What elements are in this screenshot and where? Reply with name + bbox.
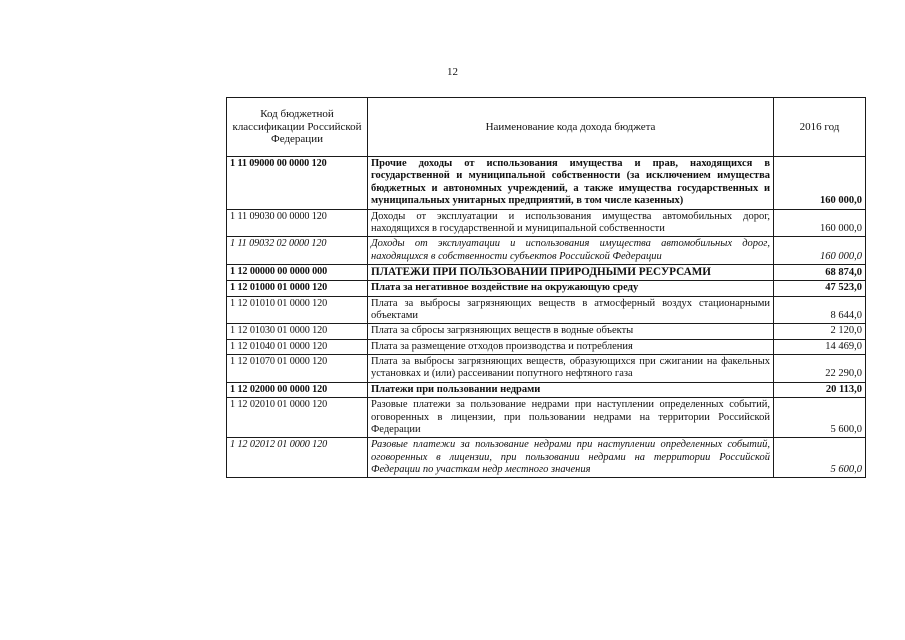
row-name-cell: Плата за выбросы загрязняющих веществ, образующихся при сжигании на факельных установках и (или) рассеивании попутного нефтяного газа	[368, 355, 774, 383]
row-name-cell: Доходы от эксплуатации и использования имущества автомобильных дорог, находящихся в государственной и муниципальной собственности	[368, 209, 774, 237]
row-amount-cell: 160 000,0	[774, 209, 866, 237]
header-code: Код бюджетной классификации Российской Федерации	[227, 98, 368, 157]
row-amount-cell: 160 000,0	[774, 157, 866, 210]
row-amount-cell: 22 290,0	[774, 355, 866, 383]
row-name-cell: Плата за размещение отходов производства и потребления	[368, 339, 774, 354]
row-code-cell: 1 12 02010 01 0000 120	[227, 398, 368, 438]
row-name-cell: Плата за негативное воздействие на окружающую среду	[368, 281, 774, 296]
row-name-cell: ПЛАТЕЖИ ПРИ ПОЛЬЗОВАНИИ ПРИРОДНЫМИ РЕСУРСАМИ	[368, 265, 774, 281]
row-code-cell: 1 11 09000 00 0000 120	[227, 157, 368, 210]
table-header-row	[227, 98, 866, 157]
table-row	[227, 398, 866, 438]
table-row	[227, 355, 866, 383]
header-name: Наименование кода дохода бюджета	[368, 98, 774, 157]
row-amount-cell: 47 523,0	[774, 281, 866, 296]
row-name-cell: Доходы от эксплуатации и использования имущества автомобильных дорог, находящихся в собственности субъектов Российской Федерации	[368, 237, 774, 265]
page-number: 12	[447, 66, 458, 78]
row-amount-cell: 2 120,0	[774, 324, 866, 339]
row-name-cell: Разовые платежи за пользование недрами при наступлении определенных событий, оговоренных в лицензии, при пользовании недрами на территории Российской Федерации по участкам недр местного значения	[368, 438, 774, 478]
row-code-cell: 1 12 01010 01 0000 120	[227, 296, 368, 324]
table-row	[227, 324, 866, 339]
row-name-cell: Плата за выбросы загрязняющих веществ в атмосферный воздух стационарными объектами	[368, 296, 774, 324]
row-code-cell: 1 12 02012 01 0000 120	[227, 438, 368, 478]
row-code-cell: 1 12 00000 00 0000 000	[227, 265, 368, 281]
header-year: 2016 год	[774, 98, 866, 157]
table-row	[227, 237, 866, 265]
row-amount-cell: 14 469,0	[774, 339, 866, 354]
table-row	[227, 209, 866, 237]
row-amount-cell: 68 874,0	[774, 265, 866, 281]
table-row	[227, 438, 866, 478]
row-code-cell: 1 12 01000 01 0000 120	[227, 281, 368, 296]
table-row	[227, 265, 866, 281]
row-name-cell: Разовые платежи за пользование недрами при наступлении определенных событий, оговоренных в лицензии, при пользовании недрами на территории Российской Федерации	[368, 398, 774, 438]
table-row	[227, 296, 866, 324]
row-code-cell: 1 12 01070 01 0000 120	[227, 355, 368, 383]
row-amount-cell: 5 600,0	[774, 398, 866, 438]
row-amount-cell: 5 600,0	[774, 438, 866, 478]
row-name-cell: Плата за сбросы загрязняющих веществ в водные объекты	[368, 324, 774, 339]
row-amount-cell: 8 644,0	[774, 296, 866, 324]
row-code-cell: 1 12 01040 01 0000 120	[227, 339, 368, 354]
row-code-cell: 1 11 09030 00 0000 120	[227, 209, 368, 237]
row-name-cell: Платежи при пользовании недрами	[368, 382, 774, 397]
row-code-cell: 1 12 01030 01 0000 120	[227, 324, 368, 339]
budget-revenue-table	[226, 97, 866, 478]
row-name-cell: Прочие доходы от использования имущества и прав, находящихся в государственной и муниципальной собственности (за исключением имущества бюджетных и автономных учреждений, а также имущества государственных и муниципальных унитарных предприятий, в том числе казенных)	[368, 157, 774, 210]
table-row	[227, 281, 866, 296]
table-row	[227, 382, 866, 397]
table-row	[227, 157, 866, 210]
row-code-cell: 1 12 02000 00 0000 120	[227, 382, 368, 397]
row-code-cell: 1 11 09032 02 0000 120	[227, 237, 368, 265]
row-amount-cell: 160 000,0	[774, 237, 866, 265]
row-amount-cell: 20 113,0	[774, 382, 866, 397]
table-row	[227, 339, 866, 354]
